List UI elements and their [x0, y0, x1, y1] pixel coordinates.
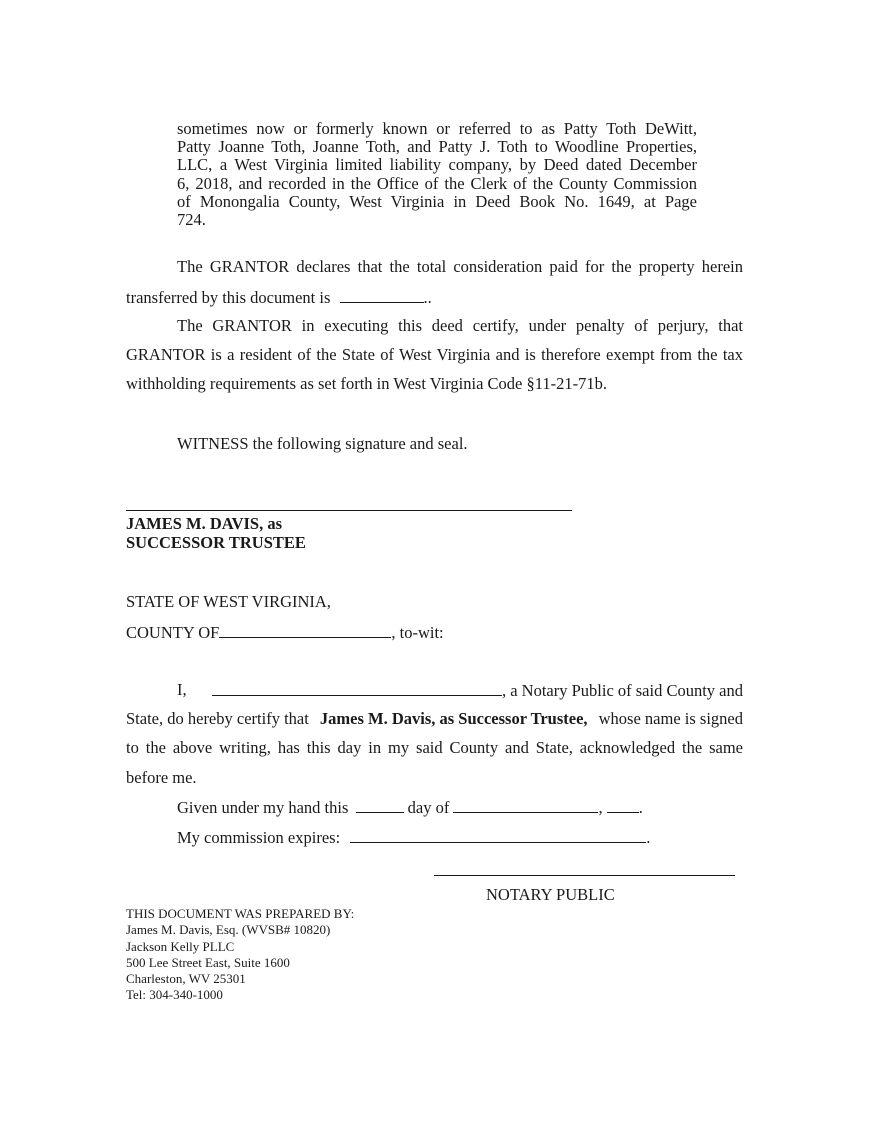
- property-description-paragraph: [177, 120, 697, 229]
- commission-line: [177, 827, 650, 848]
- prepared-by-line: Jackson Kelly PLLC: [126, 938, 235, 954]
- signer-name: JAMES M. DAVIS, as: [126, 514, 283, 533]
- paragraph-line: 6, 2018, and recorded in the Office of the Clerk of the County Commission: [177, 173, 697, 193]
- notary-name-blank[interactable]: [212, 680, 502, 696]
- prepared-by-line: Tel: 304-340-1000: [126, 987, 223, 1003]
- day-of-label: day of: [407, 798, 450, 817]
- ack-signer-name: James M. Davis, as Successor Trustee,: [319, 709, 588, 728]
- prepared-by-line: 500 Lee Street East, Suite 1600: [126, 954, 290, 970]
- acknowledgment-line-1: [177, 680, 743, 701]
- prepared-by-line: THIS DOCUMENT WAS PREPARED BY:: [126, 906, 355, 921]
- acknowledgment-line-3: to the above writing, has this day in my said County and State, acknowledged the same: [126, 738, 743, 757]
- state-heading: STATE OF WEST VIRGINIA,: [126, 592, 331, 611]
- signer-title: SUCCESSOR TRUSTEE: [126, 533, 306, 552]
- notary-signature-line[interactable]: [434, 875, 735, 876]
- commission-blank[interactable]: [350, 827, 646, 843]
- consideration-statement: The GRANTOR declares that the total consideration paid for the property herein: [177, 257, 743, 276]
- certify-line: The GRANTOR in executing this deed certify, under penalty of perjury, that: [177, 316, 743, 335]
- given-comma: ,: [598, 798, 603, 817]
- prepared-by-line: Charleston, WV 25301: [126, 971, 246, 987]
- paragraph-line: of Monongalia County, West Virginia in Deed Book No. 1649, at Page: [177, 191, 697, 211]
- county-label: COUNTY OF: [126, 623, 220, 642]
- acknowledgment-line-4: before me.: [126, 768, 197, 787]
- month-blank[interactable]: [453, 797, 598, 813]
- ack-text: State, do hereby certify that: [126, 709, 309, 728]
- ack-notary-text: , a Notary Public of said County and: [501, 681, 743, 700]
- acknowledgment-line-2: [126, 709, 743, 729]
- given-line: [177, 797, 643, 818]
- ack-text: whose name is signed: [598, 709, 743, 728]
- consideration-blank[interactable]: [340, 287, 424, 303]
- commission-label: My commission expires:: [177, 828, 341, 847]
- day-blank[interactable]: [356, 797, 404, 813]
- county-line: [126, 622, 444, 643]
- given-end: .: [638, 798, 643, 817]
- consideration-amount-line: [126, 287, 432, 308]
- notary-public-label: NOTARY PUBLIC: [486, 885, 615, 904]
- certify-line: withholding requirements as set forth in West Virginia Code §11-21-71b.: [126, 374, 608, 393]
- paragraph-line: sometimes now or formerly known or referred to as Patty Toth DeWitt,: [177, 119, 697, 138]
- paragraph-line: 724.: [177, 210, 206, 230]
- paragraph-line: LLC, a West Virginia limited liability company, by Deed dated December: [177, 155, 697, 175]
- county-to-wit: , to-wit:: [391, 623, 444, 642]
- paragraph-line: Patty Joanne Toth, Joanne Toth, and Patty J. Toth to Woodline Properties,: [177, 137, 697, 157]
- prepared-by-block: [126, 906, 354, 1004]
- ack-i: I,: [177, 680, 187, 699]
- signature-line[interactable]: [126, 510, 572, 511]
- prepared-by-line: James M. Davis, Esq. (WVSB# 10820): [126, 922, 331, 938]
- consideration-end: ..: [423, 288, 432, 307]
- consideration-label: transferred by this document is: [126, 288, 331, 307]
- year-blank[interactable]: [607, 797, 639, 813]
- commission-end: .: [646, 828, 651, 847]
- certify-line: GRANTOR is a resident of the State of West Virginia and is therefore exempt from the tax: [126, 345, 743, 364]
- witness-statement: WITNESS the following signature and seal.: [177, 434, 468, 453]
- given-label: Given under my hand this: [177, 798, 349, 817]
- county-blank[interactable]: [219, 622, 391, 638]
